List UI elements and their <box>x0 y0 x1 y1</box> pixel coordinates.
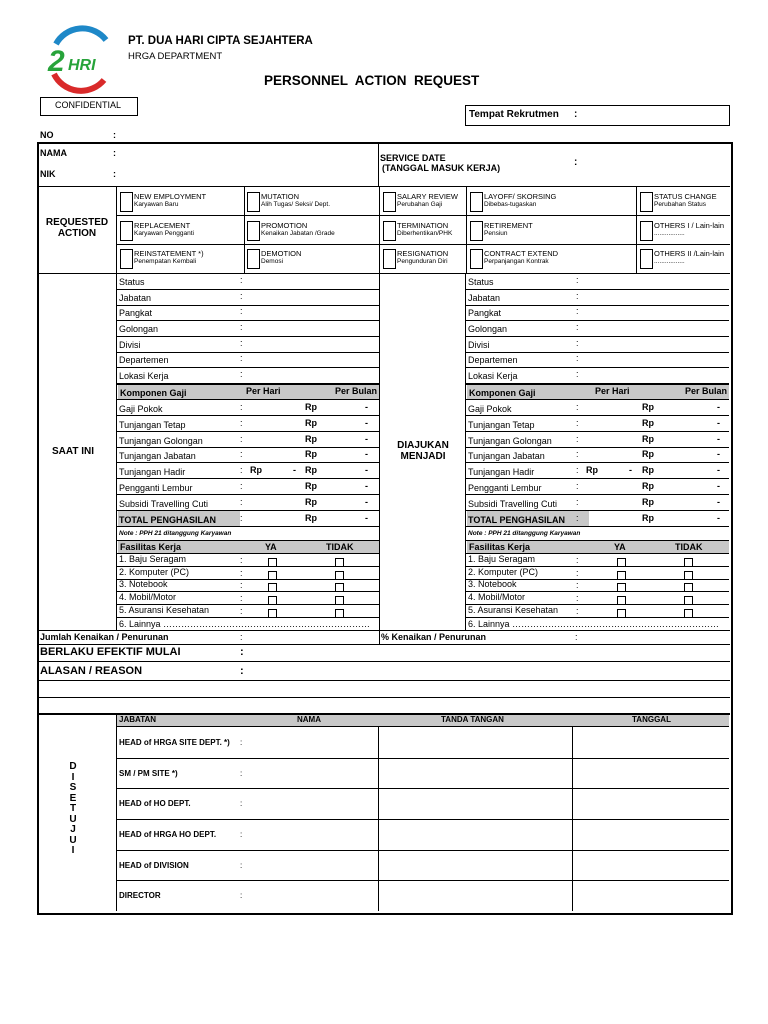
no-label: NO <box>40 130 54 140</box>
left-salary-rp-0: Rp <box>305 402 317 412</box>
right-salary-row-label-3: Tunjangan Jabatan <box>468 451 545 461</box>
approval-header-jabatan: JABATAN <box>119 715 157 724</box>
right-info-colon-2: : <box>576 306 579 316</box>
left-salary-rp-6: Rp <box>305 497 317 507</box>
left-info-colon-4: : <box>240 338 243 348</box>
right-salary-row-label-4: Tunjangan Hadir <box>468 467 535 477</box>
right-salary-row-label-6: Subsidi Travelling Cuti <box>468 499 558 509</box>
action-option-title-1: MUTATION <box>261 192 300 201</box>
nik-label: NIK <box>40 169 56 179</box>
saat-ini-label: SAAT INI <box>52 446 95 457</box>
right-salary-rp-1: Rp <box>642 418 654 428</box>
tempat-rekrutmen-colon: : <box>574 109 578 120</box>
approval-colon-3: : <box>240 830 243 839</box>
disetujui-letter-1: I <box>71 771 75 783</box>
left-info-label-1: Jabatan <box>119 293 152 303</box>
right-info-colon-4: : <box>576 338 579 348</box>
action-option-title-3: LAYOFF/ SKORSING <box>484 192 557 201</box>
approval-nama-cell-2[interactable] <box>379 788 572 819</box>
right-info-label-3: Golongan <box>468 324 508 334</box>
right-fasilitas-item-2: 3. Notebook <box>468 579 517 589</box>
nama-label: NAMA <box>40 148 67 158</box>
nama-colon: : <box>113 148 116 158</box>
left-salary-row-colon-2: : <box>240 434 243 444</box>
left-salary-row-label-3: Tunjangan Jabatan <box>119 451 196 461</box>
left-info-label-2: Pangkat <box>119 308 153 318</box>
action-checkbox-6[interactable] <box>247 221 260 241</box>
persen-kenaikan-colon: : <box>575 632 578 642</box>
right-salary-dash-1: - <box>717 418 720 428</box>
persen-kenaikan-label: % Kenaikan / Penurunan <box>381 632 487 642</box>
form-title: PERSONNEL ACTION REQUEST <box>264 73 480 88</box>
left-info-colon-3: : <box>240 322 243 332</box>
left-salary-row-label-1: Tunjangan Tetap <box>119 420 186 430</box>
left-total-colon: : <box>240 513 243 523</box>
approval-role-4: HEAD of DIVISION <box>119 861 189 870</box>
right-total-label: TOTAL PENGHASILAN <box>468 515 566 525</box>
left-fasilitas-colon-3: : <box>240 593 243 603</box>
right-fasilitas-item-3: 4. Mobil/Motor <box>468 592 526 602</box>
right-tidak-header: TIDAK <box>675 542 703 552</box>
left-salary-rp-1: Rp <box>305 418 317 428</box>
svg-text:2: 2 <box>48 45 65 78</box>
nik-colon: : <box>113 169 116 179</box>
confidential-box <box>40 97 138 116</box>
service-date-colon: : <box>574 157 578 168</box>
diajukan-line-2: MENJADI <box>400 451 446 462</box>
right-salary-rp-3: Rp <box>642 449 654 459</box>
right-info-colon-6: : <box>576 369 579 379</box>
right-fasilitas-header: Fasilitas Kerja <box>469 542 531 552</box>
action-checkbox-5[interactable] <box>120 221 133 241</box>
right-fasilitas-colon-1: : <box>576 568 579 578</box>
left-salary-row-colon-5: : <box>240 481 243 491</box>
action-option-title-9: OTHERS I / Lain-lain <box>654 221 725 230</box>
right-salary-row-colon-6: : <box>576 497 579 507</box>
left-salary-rp-4: Rp <box>305 465 317 475</box>
action-option-sub-4: Perubahan Status <box>654 201 707 208</box>
action-option-sub-2: Perubahan Gaji <box>397 201 443 208</box>
action-checkbox-12[interactable] <box>383 249 396 269</box>
left-info-label-4: Divisi <box>119 340 141 350</box>
right-salary-rp-0: Rp <box>642 402 654 412</box>
action-option-title-5: REPLACEMENT <box>134 221 191 230</box>
right-salary-dash-5: - <box>717 481 720 491</box>
action-option-sub-10: Penempatan Kembali <box>134 258 197 265</box>
left-per-bulan-header: Per Bulan <box>335 386 378 396</box>
requested-action-text: REQUESTED ACTION <box>45 217 109 239</box>
left-salary-row-label-4: Tunjangan Hadir <box>119 467 186 477</box>
left-salary-row-colon-6: : <box>240 497 243 507</box>
disetujui-letter-4: T <box>69 803 77 814</box>
approval-signature-cell-0[interactable] <box>573 727 729 758</box>
action-option-sub-0: Karyawan Baru <box>134 201 179 208</box>
tempat-rekrutmen-label: Tempat Rekrutmen <box>469 109 559 120</box>
company-name: PT. DUA HARI CIPTA SEJAHTERA <box>128 35 313 47</box>
approval-signature-cell-1[interactable] <box>573 758 729 788</box>
right-total-colon: : <box>576 513 579 523</box>
disetujui-letter-0: D <box>69 761 77 772</box>
action-option-sub-12: Pengunduran Diri <box>397 258 448 265</box>
left-total-dash: - <box>365 513 368 523</box>
right-salary-row-colon-2: : <box>576 434 579 444</box>
alasan-colon: : <box>240 665 244 677</box>
left-fasilitas-item-3: 4. Mobil/Motor <box>119 592 177 602</box>
approval-signature-cell-4[interactable] <box>573 850 729 880</box>
action-checkbox-10[interactable] <box>120 249 133 269</box>
left-fasilitas-lainnya: 6. Lainnya …………………………………………………………… <box>119 619 371 629</box>
approval-role-3: HEAD of HRGA HO DEPT. <box>119 830 217 839</box>
left-salary-dash-1: - <box>365 418 368 428</box>
left-salary-row-colon-3: : <box>240 449 243 459</box>
right-info-colon-0: : <box>576 275 579 285</box>
right-per-bulan-header: Per Bulan <box>685 386 728 396</box>
left-info-colon-1: : <box>240 291 243 301</box>
service-date-sublabel: (TANGGAL MASUK KERJA) <box>382 163 501 173</box>
right-salary-rp-4: Rp <box>642 465 654 475</box>
approval-colon-4: : <box>240 861 243 870</box>
right-salary-hadir-rp: Rp <box>586 465 598 475</box>
berlaku-colon: : <box>240 646 244 658</box>
left-salary-rp-5: Rp <box>305 481 317 491</box>
action-checkbox-7[interactable] <box>383 221 396 241</box>
right-info-label-4: Divisi <box>468 340 490 350</box>
left-ya-header: YA <box>265 542 277 552</box>
left-fasilitas-colon-1: : <box>240 568 243 578</box>
disetujui-letter-6: J <box>70 824 76 835</box>
right-salary-dash-4: - <box>717 465 720 475</box>
action-option-title-4: STATUS CHANGE <box>654 192 717 201</box>
right-salary-row-colon-3: : <box>576 449 579 459</box>
disetujui-letter-8: I <box>71 845 75 856</box>
left-salary-row-label-0: Gaji Pokok <box>119 404 163 414</box>
left-fasilitas-item-0: 1. Baju Seragam <box>119 554 187 564</box>
right-info-label-2: Pangkat <box>468 308 502 318</box>
action-option-sub-3: Dibebas-tugaskan <box>484 201 537 208</box>
right-salary-row-colon-1: : <box>576 418 579 428</box>
action-option-sub-13: Perpanjangan Kontrak <box>484 258 549 265</box>
action-option-title-11: DEMOTION <box>261 249 302 258</box>
approval-nama-cell-5[interactable] <box>379 880 572 911</box>
left-info-label-5: Departemen <box>119 355 169 365</box>
left-info-colon-2: : <box>240 306 243 316</box>
approval-colon-1: : <box>240 769 243 778</box>
left-salary-rp-3: Rp <box>305 449 317 459</box>
company-logo <box>44 24 116 96</box>
left-info-label-3: Golongan <box>119 324 159 334</box>
left-salary-row-colon-1: : <box>240 418 243 428</box>
left-salary-rp-2: Rp <box>305 434 317 444</box>
action-option-title-6: PROMOTION <box>261 221 308 230</box>
action-checkbox-0[interactable] <box>120 192 133 212</box>
left-salary-row-colon-0: : <box>240 402 243 412</box>
right-fasilitas-lainnya: 6. Lainnya …………………………………………………………… <box>468 619 720 629</box>
left-info-colon-5: : <box>240 353 243 363</box>
action-option-sub-5: Karyawan Pengganti <box>134 230 194 237</box>
left-pph-note: Note : PPH 21 ditanggung Karyawan <box>119 530 232 537</box>
right-salary-rp-5: Rp <box>642 481 654 491</box>
jumlah-kenaikan-colon: : <box>240 632 243 642</box>
left-per-hari-header: Per Hari <box>246 386 281 396</box>
right-salary-dash-0: - <box>717 402 720 412</box>
action-option-sub-14: ................. <box>654 258 685 265</box>
approval-nama-cell-4[interactable] <box>379 850 572 880</box>
action-option-title-10: REINSTATEMENT *) <box>134 249 204 258</box>
action-checkbox-14[interactable] <box>640 249 653 269</box>
left-salary-dash-0: - <box>365 402 368 412</box>
left-salary-dash-5: - <box>365 481 368 491</box>
left-tidak-header: TIDAK <box>326 542 354 552</box>
action-option-title-8: RETIREMENT <box>484 221 533 230</box>
right-salary-row-label-1: Tunjangan Tetap <box>468 420 535 430</box>
left-salary-dash-4: - <box>365 465 368 475</box>
right-fasilitas-item-0: 1. Baju Seragam <box>468 554 536 564</box>
left-fasilitas-colon-2: : <box>240 580 243 590</box>
approval-colon-0: : <box>240 738 243 747</box>
action-checkbox-13[interactable] <box>470 249 483 269</box>
right-pph-note: Note : PPH 21 ditanggung Karyawan <box>468 530 581 537</box>
right-salary-header: Komponen Gaji <box>469 388 536 398</box>
action-option-sub-7: Diberhentikan/PHK <box>397 230 453 237</box>
alasan-label: ALASAN / REASON <box>40 665 143 677</box>
left-salary-header: Komponen Gaji <box>120 388 187 398</box>
left-salary-hadir-rp: Rp <box>250 465 262 475</box>
approval-nama-cell-3[interactable] <box>379 819 572 850</box>
approval-nama-cell-1[interactable] <box>379 758 572 788</box>
right-total-dash: - <box>717 513 720 523</box>
left-salary-dash-2: - <box>365 434 368 444</box>
left-salary-dash-6: - <box>365 497 368 507</box>
left-fasilitas-colon-0: : <box>240 555 243 565</box>
approval-nama-cell-0[interactable] <box>379 727 572 758</box>
action-checkbox-11[interactable] <box>247 249 260 269</box>
right-fasilitas-colon-4: : <box>576 606 579 616</box>
approval-role-2: HEAD of HO DEPT. <box>119 799 191 808</box>
diajukan-line-1: DIAJUKAN <box>397 440 449 451</box>
disetujui-vertical-label <box>66 762 80 857</box>
right-fasilitas-colon-2: : <box>576 580 579 590</box>
left-info-colon-6: : <box>240 369 243 379</box>
action-checkbox-3[interactable] <box>470 192 483 212</box>
right-salary-row-label-5: Pengganti Lembur <box>468 483 542 493</box>
right-ya-header: YA <box>614 542 626 552</box>
confidential-label: CONFIDENTIAL <box>55 100 122 110</box>
left-salary-row-label-6: Subsidi Travelling Cuti <box>119 499 209 509</box>
action-option-sub-11: Demosi <box>261 258 284 265</box>
left-total-rp: Rp <box>305 513 317 523</box>
left-salary-dash-3: - <box>365 449 368 459</box>
approval-colon-5: : <box>240 891 243 900</box>
approval-colon-2: : <box>240 799 243 808</box>
right-info-label-5: Departemen <box>468 355 518 365</box>
left-fasilitas-header: Fasilitas Kerja <box>120 542 182 552</box>
action-checkbox-8[interactable] <box>470 221 483 241</box>
right-info-colon-1: : <box>576 291 579 301</box>
action-option-title-2: SALARY REVIEW <box>397 192 458 201</box>
jumlah-kenaikan-label: Jumlah Kenaikan / Penurunan <box>40 632 169 642</box>
right-salary-dash-6: - <box>717 497 720 507</box>
right-per-hari-header: Per Hari <box>595 386 630 396</box>
svg-text:HRI: HRI <box>68 57 96 74</box>
no-colon: : <box>113 130 116 140</box>
right-fasilitas-colon-0: : <box>576 555 579 565</box>
action-option-title-0: NEW EMPLOYMENT <box>134 192 207 201</box>
action-checkbox-2[interactable] <box>383 192 396 212</box>
action-option-title-7: TERMINATION <box>397 221 449 230</box>
right-salary-row-label-2: Tunjangan Golongan <box>468 436 552 446</box>
approval-role-5: DIRECTOR <box>119 891 161 900</box>
left-salary-row-label-2: Tunjangan Golongan <box>119 436 203 446</box>
right-salary-row-colon-0: : <box>576 402 579 412</box>
approval-signature-cell-5[interactable] <box>573 880 729 911</box>
right-salary-dash-3: - <box>717 449 720 459</box>
right-fasilitas-item-1: 2. Komputer (PC) <box>468 567 539 577</box>
tempat-rekrutmen-box[interactable] <box>465 105 730 126</box>
right-fasilitas-item-4: 5. Asuransi Kesehatan <box>468 605 559 615</box>
action-option-sub-6: Kenaikan Jabatan /Grade <box>261 230 335 237</box>
approval-header-nama: NAMA <box>297 715 321 724</box>
left-info-label-0: Status <box>119 277 145 287</box>
right-salary-row-label-0: Gaji Pokok <box>468 404 512 414</box>
left-info-colon-0: : <box>240 275 243 285</box>
approval-header-tanda-tangan: TANDA TANGAN <box>441 715 504 724</box>
disetujui-letter-3: E <box>69 792 77 804</box>
diajukan-label <box>384 440 462 462</box>
action-option-sub-8: Pensiun <box>484 230 508 237</box>
action-option-sub-9: ................. <box>654 230 685 237</box>
left-fasilitas-item-2: 3. Notebook <box>119 579 168 589</box>
left-fasilitas-item-1: 2. Komputer (PC) <box>119 567 190 577</box>
right-salary-dash-2: - <box>717 434 720 444</box>
action-checkbox-4[interactable] <box>640 192 653 212</box>
action-option-title-12: RESIGNATION <box>397 249 449 258</box>
right-total-rp: Rp <box>642 513 654 523</box>
action-checkbox-1[interactable] <box>247 192 260 212</box>
left-fasilitas-colon-4: : <box>240 606 243 616</box>
right-salary-row-colon-4: : <box>576 465 579 475</box>
left-salary-hadir-dash: - <box>293 465 296 475</box>
right-info-label-0: Status <box>468 277 494 287</box>
action-checkbox-9[interactable] <box>640 221 653 241</box>
left-salary-row-colon-4: : <box>240 465 243 475</box>
right-info-colon-3: : <box>576 322 579 332</box>
action-option-title-14: OTHERS II /Lain-lain <box>654 249 725 258</box>
action-option-title-13: CONTRACT EXTEND <box>484 249 559 258</box>
right-info-label-6: Lokasi Kerja <box>468 371 518 381</box>
service-date-label: SERVICE DATE <box>380 153 446 163</box>
right-salary-row-colon-5: : <box>576 481 579 491</box>
disetujui-letter-5: U <box>69 813 77 825</box>
right-salary-rp-2: Rp <box>642 434 654 444</box>
right-salary-hadir-dash: - <box>629 465 632 475</box>
approval-role-0: HEAD of HRGA SITE DEPT. *) <box>119 738 230 747</box>
left-salary-row-label-5: Pengganti Lembur <box>119 483 193 493</box>
approval-signature-cell-2[interactable] <box>573 788 729 819</box>
action-option-sub-1: Alih Tugas/ Seksi/ Dept. <box>261 201 331 208</box>
right-salary-rp-6: Rp <box>642 497 654 507</box>
left-fasilitas-item-4: 5. Asuransi Kesehatan <box>119 605 210 615</box>
right-info-colon-5: : <box>576 353 579 363</box>
berlaku-label: BERLAKU EFEKTIF MULAI <box>40 646 181 658</box>
right-fasilitas-colon-3: : <box>576 593 579 603</box>
disetujui-letter-7: U <box>69 834 77 846</box>
left-info-label-6: Lokasi Kerja <box>119 371 169 381</box>
department-name: HRGA DEPARTMENT <box>128 51 223 62</box>
approval-role-1: SM / PM SITE *) <box>119 769 178 778</box>
left-total-label: TOTAL PENGHASILAN <box>119 515 217 525</box>
approval-header-tanggal: TANGGAL <box>632 715 671 724</box>
requested-action-label <box>38 217 116 239</box>
right-info-label-1: Jabatan <box>468 293 501 303</box>
approval-signature-cell-3[interactable] <box>573 819 729 850</box>
disetujui-letter-2: S <box>69 782 77 793</box>
